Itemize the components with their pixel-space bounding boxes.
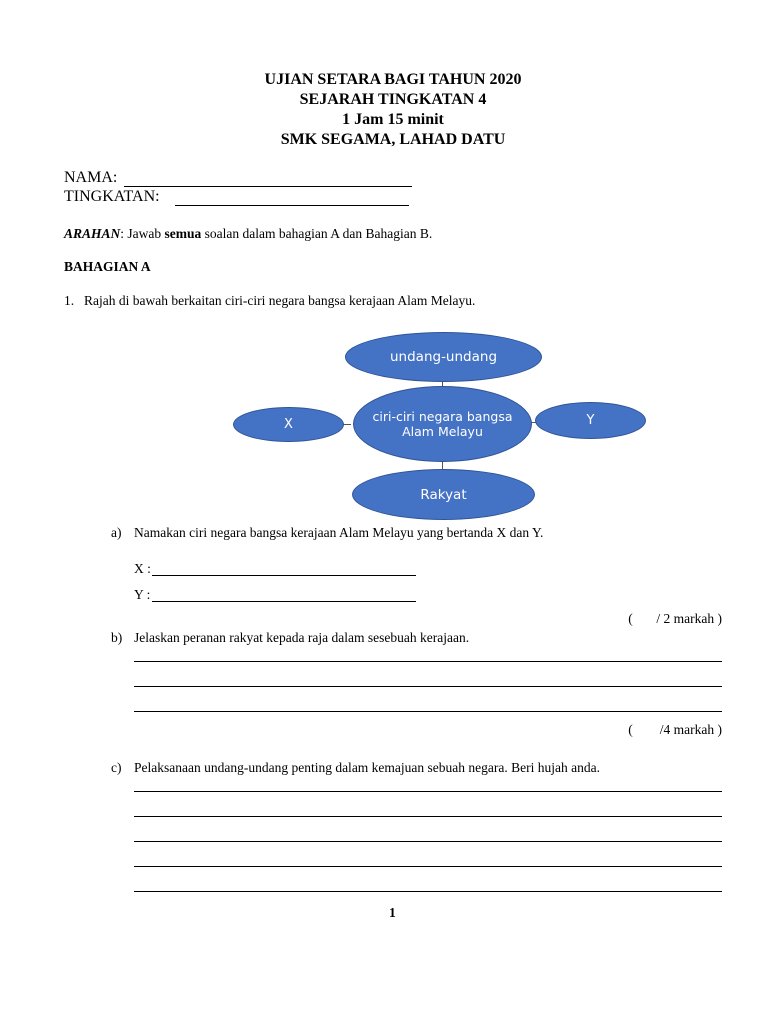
title-line-2: SEJARAH TINGKATAN 4	[299, 91, 487, 108]
diagram-node-right-label: Y	[586, 413, 595, 428]
instructions-bold-word: semua	[164, 226, 202, 241]
section-title: BAHAGIAN A	[64, 259, 151, 274]
part-c-text: Pelaksanaan undang-undang penting dalam kemajuan sebuah negara. Beri hujah anda.	[134, 760, 600, 775]
page-number: 1	[389, 905, 396, 920]
part-a-label: a)	[111, 525, 122, 540]
diagram-node-left-label: X	[284, 417, 293, 432]
answer-c-line-5[interactable]	[134, 891, 722, 892]
answer-c-line-3[interactable]	[134, 841, 722, 842]
part-a-text: Namakan ciri negara bangsa kerajaan Alam Melayu yang bertanda X dan Y.	[134, 525, 544, 540]
question-1-text: Rajah di bawah berkaitan ciri-ciri negara bangsa kerajaan Alam Melayu.	[84, 293, 476, 308]
diagram-node-left	[233, 407, 344, 442]
nama-label: NAMA:	[64, 169, 118, 186]
part-b-label: b)	[111, 630, 123, 645]
instructions-text-after: soalan dalam bahagian A dan Bahagian B.	[201, 226, 433, 241]
part-a-x-label: X :	[134, 561, 151, 576]
answer-b-line-1[interactable]	[134, 661, 722, 662]
answer-c-line-2[interactable]	[134, 816, 722, 817]
nama-line[interactable]	[124, 186, 412, 187]
title-line-3: 1 Jam 15 minit	[342, 111, 444, 128]
diagram-node-top	[345, 332, 542, 382]
diagram-node-bottom	[352, 469, 535, 520]
answer-b-line-3[interactable]	[134, 711, 722, 712]
answer-b-line-2[interactable]	[134, 686, 722, 687]
part-a-y-label: Y :	[134, 587, 151, 602]
answer-y-line[interactable]	[152, 601, 416, 602]
question-1-number: 1.	[64, 293, 75, 308]
diagram-node-center-label: ciri-ciri negara bangsa Alam Melayu	[372, 409, 513, 439]
answer-c-line-4[interactable]	[134, 866, 722, 867]
title-line-1: UJIAN SETARA BAGI TAHUN 2020	[264, 71, 522, 88]
instructions-text-before: : Jawab	[120, 226, 165, 241]
answer-c-line-1[interactable]	[134, 791, 722, 792]
diagram-node-center	[353, 386, 532, 462]
tingkatan-label: TINGKATAN:	[64, 188, 160, 205]
part-b-text: Jelaskan peranan rakyat kepada raja dalam sesebuah kerajaan.	[134, 630, 470, 645]
diagram-node-top-label: undang-undang	[389, 349, 498, 365]
part-b-marks: ( /4 markah )	[628, 722, 722, 737]
diagram-node-right	[535, 402, 646, 439]
title-line-4: SMK SEGAMA, LAHAD DATU	[280, 131, 506, 148]
diagram-node-bottom-label: Rakyat	[420, 486, 467, 503]
connector-left	[343, 424, 351, 425]
tingkatan-line[interactable]	[175, 205, 409, 206]
instructions	[64, 226, 432, 242]
answer-x-line[interactable]	[152, 575, 416, 576]
part-a-marks: ( / 2 markah )	[628, 611, 722, 626]
arahan-label: ARAHAN	[64, 226, 121, 241]
part-c-label: c)	[111, 760, 122, 775]
